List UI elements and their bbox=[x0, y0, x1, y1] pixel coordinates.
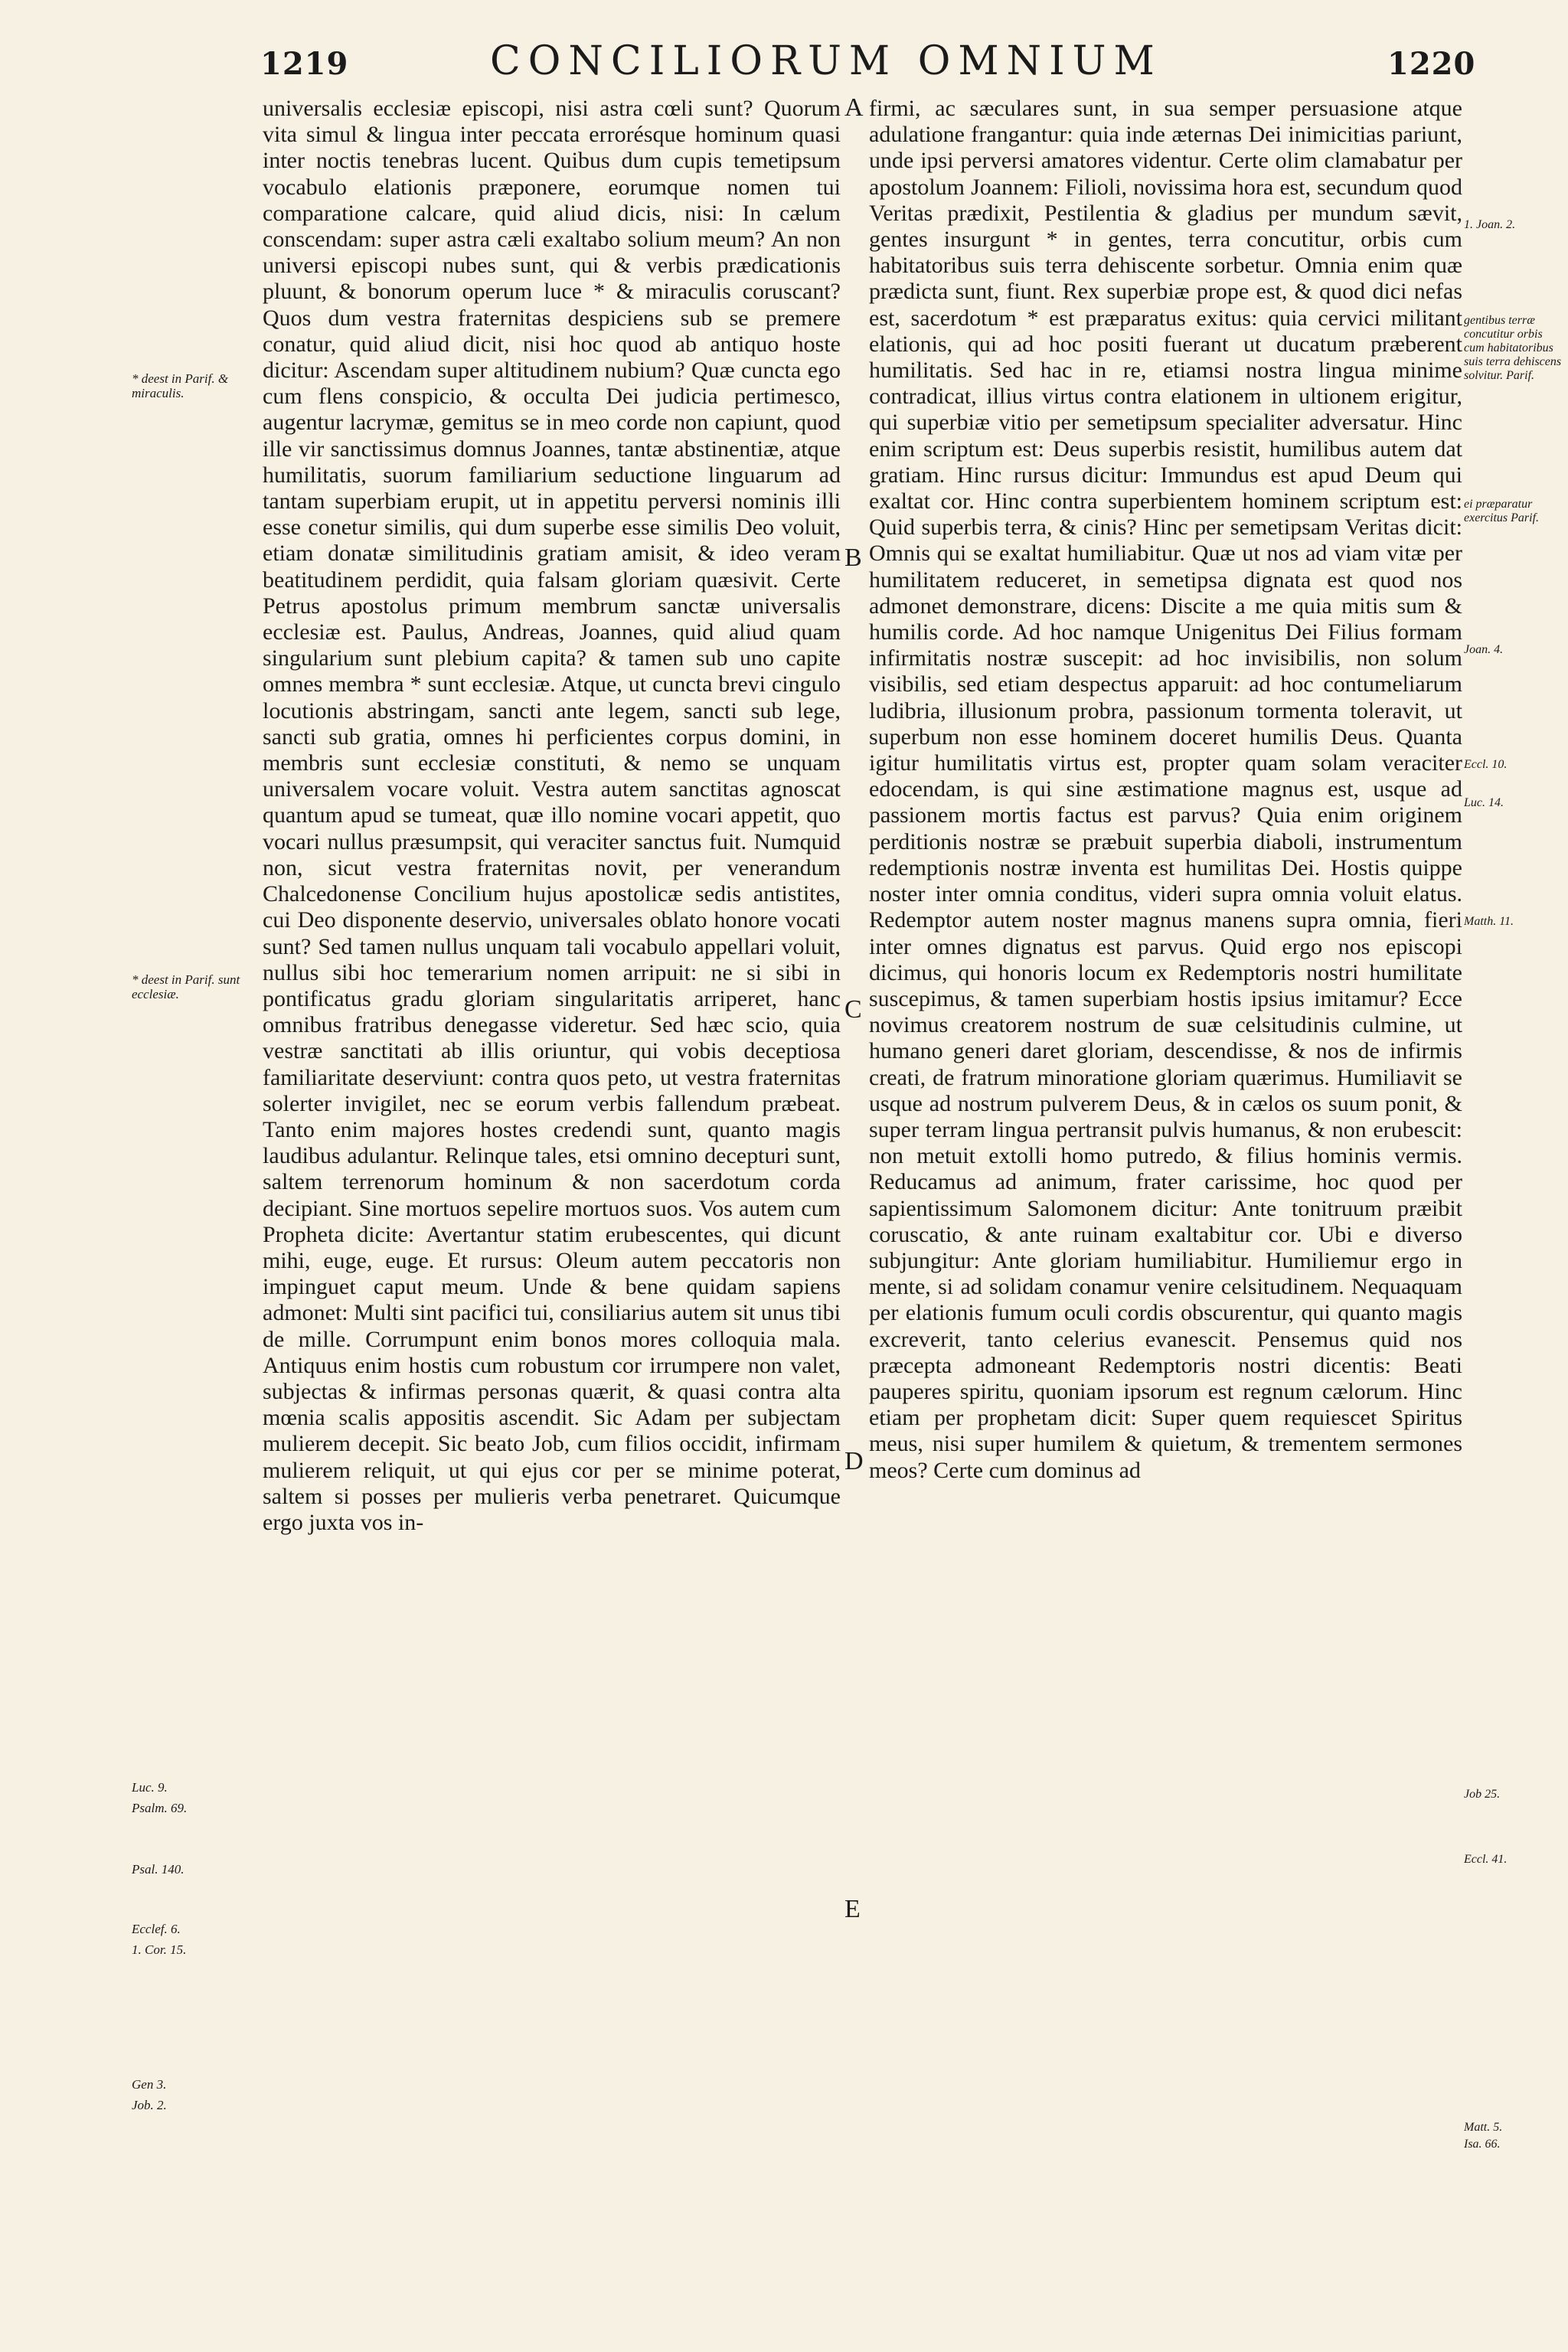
running-title: CONCILIORUM OMNIUM bbox=[490, 38, 1162, 84]
margin-note: Matth. 11. bbox=[1464, 915, 1514, 928]
left-text-column bbox=[263, 96, 841, 1536]
section-letter: C bbox=[844, 995, 862, 1024]
margin-note: Eccl. 10. bbox=[1464, 758, 1508, 771]
section-letter: B bbox=[844, 544, 862, 572]
margin-note: * deest in Parif. sunt ecclesiæ. bbox=[132, 972, 240, 1001]
left-page-number: 1219 bbox=[260, 46, 349, 82]
margin-note: 1. Joan. 2. bbox=[1464, 218, 1516, 231]
margin-note: Eccl. 41. bbox=[1464, 1853, 1508, 1866]
margin-note: * deest in Parif. & miraculis. bbox=[132, 371, 229, 400]
left-column-text: universalis ecclesiæ episcopi, nisi astra cœli sunt? Quorum vita simul & lingua inter peccata errorésque hominum quasi inter noctis tenebras lucent. Quibus dum cupis temetipsum vocabulo elationis præponere, eorumque nomen tui comparatione calcare, quid aliud dicis, nisi: In cælum conscendam: super astra cæli exaltabo solium meum? An non universi episcopi nubes sunt, qui & verbis prædicationis pluunt, & bonorum operum luce * & miraculis coruscant? Quos dum vestra fraternitas despiciens sub se premere conatur, quid aliud dicit, nisi hoc quod ab antiquo hoste dicitur: Ascendam super altitudinem nubium? Quæ cuncta ego cum flens conspicio, & occulta Dei judicia pertimesco, augentur lacrymæ, gemitus se in meo corde non capiunt, quod ille vir sanctissimus domnus Joannes, tantæ abstinentiæ, atque humilitatis, suorum familiarium seductione linguarum ad tantam superbiam erupit, ut in appetitu perversi nominis illi esse conetur similis, qui dum superbe esse similis Deo voluit, etiam donatæ similitudinis gratiam amisit, & ideo veram beatitudinem perdidit, quia falsam gloriam quæsivit. Certe Petrus apostolus primum membrum sanctæ universalis ecclesiæ est. Paulus, Andreas, Joannes, quid aliud quam singularium sunt plebium capita? & tamen sub uno capite omnes membra * sunt ecclesiæ. Atque, ut cuncta brevi cingulo locutionis abstringam, sancti ante legem, sancti sub lege, sancti sub gratia, omnes hi perficientes corpus domini, in membris sunt ecclesiæ constituti, & nemo se unquam universalem vocare voluit. Vestra autem sanctitas agnoscat quantum apud se tumeat, quæ illo nomine vocari appetit, quo vocari nullus præsumpsit, qui veraciter sanctus fuit. Numquid non, sicut vestra fraternitas novit, per venerandum Chalcedonense Concilium hujus apostolicæ sedis antistites, cui Deo disponente deservio, universales oblato honore vocati sunt? Sed tamen nullus unquam tali vocabulo appellari voluit, nullus sibi hoc temerarium nomen arripuit: ne si sibi in pontificatus gradu gloriam singularitatis arriperet, hanc omnibus fratribus denegasse videretur. Sed hæc scio, quia vestræ sanctitati ab illis oriuntur, qui vobis deceptiosa familiaritate deserviunt: contra quos peto, ut vestra fraternitas solerter invigilet, nec se eorum verbis fallendum præbeat. Tanto enim majores hostes credendi sunt, quanto magis laudibus adulantur. Relinque tales, etsi omnino decepturi sunt, saltem terrenorum hominum & non sacerdotum corda decipiant. Sine mortuos sepelire mortuos suos. Vos autem cum Propheta dicite: Avertantur statim erubescentes, qui dicunt mihi, euge, euge. Et rursus: Oleum autem peccatoris non impinguet caput meum. Unde & bene quidam sapiens admonet: Multi sint pacifici tui, consiliarius autem sit unus tibi de mille. Corrumpunt enim bonos mores colloquia mala. Antiquus enim hostis cum robustum cor irrumpere non valet, subjectas & infirmas personas quærit, & quasi contra alta mœnia scalis appositis ascendit. Sic Adam per subjectam mulierem decepit. Sic beato Job, cum filios occidit, infirmam mulierem reliquit, ut qui ejus cor per se minime poterat, saltem si posses per mulieris verba penetraret. Quicumque ergo juxta vos in- bbox=[263, 96, 841, 1535]
section-letter: A bbox=[844, 93, 864, 122]
margin-note: Job 25. bbox=[1464, 1788, 1501, 1801]
margin-note: ei præparatur exercitus Parif. bbox=[1464, 498, 1540, 524]
margin-note: Psal. 140. bbox=[132, 1862, 185, 1877]
margin-note: Matt. 5. bbox=[1464, 2121, 1503, 2134]
right-text-column bbox=[869, 96, 1462, 1484]
margin-note: Isa. 66. bbox=[1464, 2138, 1501, 2151]
margin-note: Luc. 9. bbox=[132, 1780, 168, 1795]
margin-note: Luc. 14. bbox=[1464, 796, 1504, 809]
right-page-number: 1220 bbox=[1387, 46, 1476, 82]
margin-note: Ecclef. 6. bbox=[132, 1922, 181, 1936]
margin-note: 1. Cor. 15. bbox=[132, 1942, 187, 1957]
margin-note: gentibus terræ concutitur orbis cum habitatoribus suis terra dehiscens solvitur. Parif. bbox=[1464, 314, 1562, 382]
margin-note: Joan. 4. bbox=[1464, 643, 1504, 656]
page-header bbox=[0, 38, 1568, 84]
section-letter: E bbox=[844, 1895, 861, 1923]
margin-note: Gen 3. bbox=[132, 2077, 167, 2092]
margin-note: Job. 2. bbox=[132, 2098, 167, 2112]
section-letter: D bbox=[844, 1447, 864, 1475]
right-column-text: firmi, ac sæculares sunt, in sua semper persuasione atque adulatione frangantur: quia inde æternas Dei inimicitias pariunt, unde ipsi perversi amatores videntur. Certe olim clamabatur per apostolum Joannem: Filioli, novissima hora est, secundum quod Veritas prædixit, Pestilentia & gladius per mundum sævit, gentes insurgunt * in gentes, terra concutitur, orbis cum habitatoribus suis terra dehiscente sorbetur. Omnia enim quæ prædicta sunt, fiunt. Rex superbiæ prope est, & quod dici nefas est, sacerdotum * est præparatus exitus: quia cervici militant elationis, qui ad hoc positi fuerant ut ducatum præberent humilitatis. Sed hac in re, etiamsi nostra lingua minime contradicat, illius virtus contra elationem in ultionem erigitur, qui superbiæ vitio per semetipsum specialiter adversatur. Hinc enim scriptum est: Deus superbis resistit, humilibus autem dat gratiam. Hinc rursus dicitur: Immundus est apud Deum qui exaltat cor. Hinc contra superbientem hominem scriptum est: Quid superbis terra, & cinis? Hinc per semetipsam Veritas dicit: Omnis qui se exaltat humiliabitur. Quæ ut nos ad viam vitæ per humilitatem reduceret, in semetipsa dignata est quod nos admonet demonstrare, dicens: Discite a me quia mitis sum & humilis corde. Ad hoc namque Unigenitus Dei Filius formam infirmitatis nostræ suscepit: ad hoc invisibilis, non solum visibilis, sed etiam despectus apparuit: ad hoc contumeliarum ludibria, illusionum probra, passionum tormenta toleravit, ut superbum non esse hominem doceret humilis Deus. Quanta igitur humilitatis virtus est, propter quam solam veraciter edocendam, is qui sine æstimatione magnus est, usque ad passionem mortis factus est parvus? Quia enim originem perditionis nostræ se præbuit superbia diaboli, instrumentum redemptionis nostræ inventa est humilitas Dei. Hostis quippe noster inter omnia conditus, videri supra omnia voluit elatus. Redemptor autem noster magnus manens supra omnia, fieri inter omnes dignatus est parvus. Quid ergo nos episcopi dicimus, qui honoris locum ex Redemptoris nostri humilitate suscepimus, & tamen superbiam hostis ipsius imitamur? Ecce novimus creatorem nostrum de suæ celsitudinis culmine, ut humano generi daret gloriam, descendisse, & nos de infirmis creati, de fratrum minoratione gloriam quærimus. Humiliavit se usque ad nostrum pulverem Deus, & in cælos os suum ponit, & super terram lingua pertransit pulvis humanus, & non erubescit: non metuit extolli homo putredo, & filius hominis vermis. Reducamus ad animum, frater carissime, hoc quod per sapientissimum Salomonem dicitur: Ante tonitruum præibit coruscatio, & ante ruinam exaltabitur cor. Ubi e diverso subjungitur: Ante gloriam humiliabitur. Humiliemur ergo in mente, si ad solidam conamur venire celsitudinem. Nequaquam per elationis fumum oculi cordis obscurentur, qui quanto magis excreverit, tanto celerius evanescit. Pensemus quid nos præcepta admoneant Redemptoris nostri dicentis: Beati pauperes spiritu, quoniam ipsorum est regnum cælorum. Hinc etiam per prophetam dicit: Super quem requiescet Spiritus meus, nisi super humilem & quietum, & trementem sermones meos? Certe cum dominus ad bbox=[869, 96, 1462, 1483]
margin-note: Psalm. 69. bbox=[132, 1801, 188, 1815]
